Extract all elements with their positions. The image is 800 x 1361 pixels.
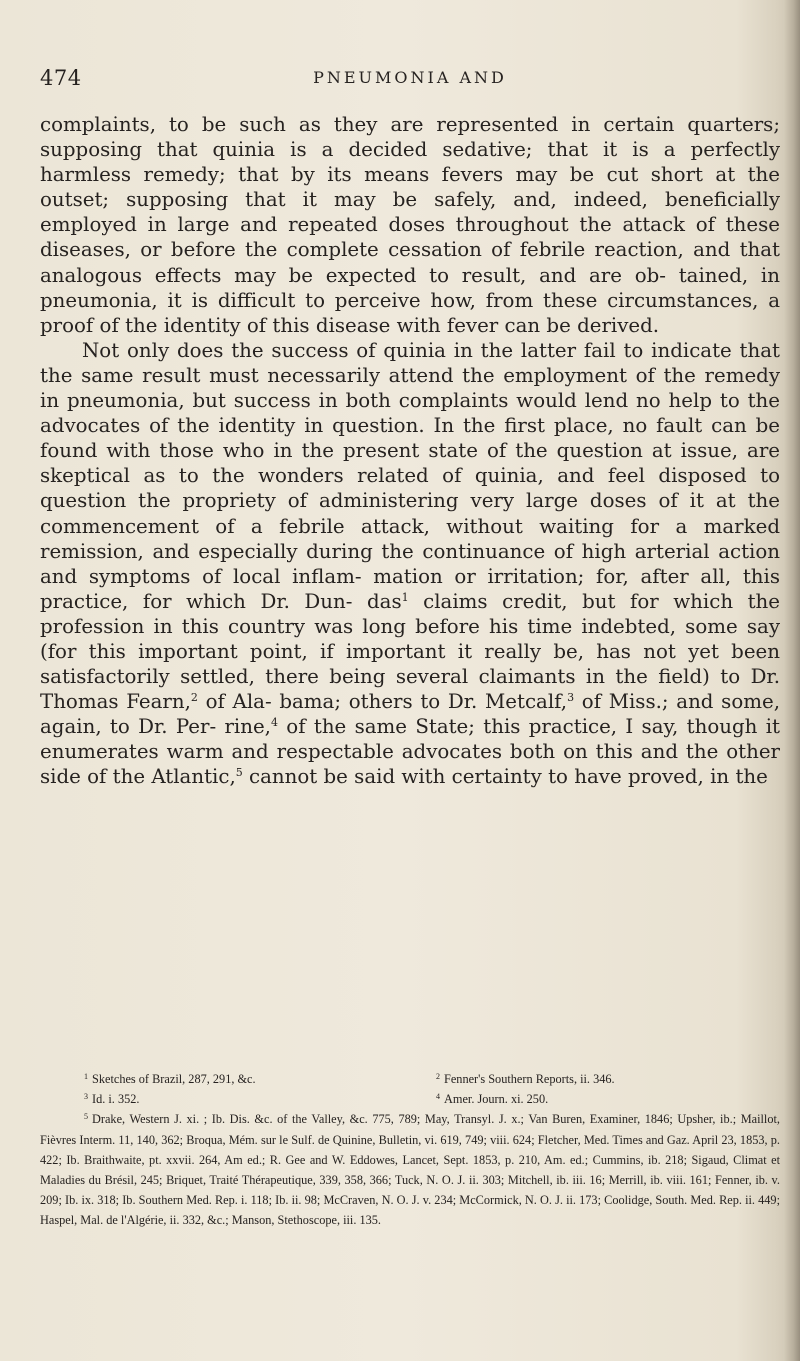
paragraph-1: complaints, to be such as they are represented in certain quarters; supposing that quinia is a decided sedative; that it is a perfectly harmless remedy; that by its means fevers may be cut short at the outset; supposing that it may be safely, and, indeed, beneficially employed in large and repeated doses throughout the attack of these diseases, or before the complete cessation of febrile reaction, and that analogous effects may be expected to result, and are ob- tained, in pneumonia, it is difficult to perceive how, from these circumstances, a proof of the identity of this disease with fever can be derived. [40, 113, 780, 337]
paragraph-2-text: cannot be said with certainty to have proved, in the [242, 765, 768, 789]
footnote-text: Sketches of Brazil, 287, 291, &c. [92, 1072, 256, 1086]
footnote-ref-5: 5 [235, 766, 243, 780]
paragraph-2-text: of Ala- bama; others to Dr. Metcalf, [197, 690, 568, 714]
footnote-1 [40, 1069, 410, 1089]
footnotes [40, 1069, 780, 1231]
footnote-row [40, 1089, 780, 1109]
footnote-text: Id. i. 352. [92, 1092, 140, 1107]
footnote-text: Drake, Western J. xi. ; Ib. Dis. &c. of the Valley, &c. 775, 789; May, Transyl. J. x.; Van Buren, Examiner, 1846; Upsher, ib.; Maillot, Fièvres Interm. 11, 140, 362; Broqua, Mém. sur le Sulf. de Quinine, Bulletin, vi. 619, 749; viii. 624; Fletcher, Med. Times and Gaz. April 23, 1853, p. 422; Ib. Braithwaite, pt. xxvii. 264, Am ed.; R. Gee and W. Eddowes, Lancet, Sept. 1853, p. 210, Am. ed.; Cummins, ib. 218; Sigaud, Climat et Maladies du Brésil, 245; Briquet, Traité Thérapeutique, 339, 358, 366; Tuck, N. O. J. ii. 303; Mitchell, ib. iii. 16; Merrill, ib. viii. 161; Fenner, ib. v. 209; Ib. ix. 318; Ib. Southern Med. Rep. i. 118; Ib. ii. 98; McCraven, N. O. J. v. 234; McCormick, N. O. J. ii. 173; Coolidge, South. Med. Rep. ii. 449; Haspel, Mal. de l'Algérie, ii. 332, &c.; Manson, Stethoscope, iii. 135. [40, 1112, 780, 1228]
footnote-ref-3: 3 [567, 691, 575, 705]
paragraph-2 [40, 338, 780, 790]
footnote-ref-4: 4 [270, 716, 278, 730]
footnote-number: 5 [84, 1112, 88, 1122]
paragraph-2-text: Not only does the success of quinia in the latter fail to indicate that the same result must necessarily attend the employment of the remedy in pneumonia, but success in both complaints would lend no help to the advocates of the identity in question. In the first place, no fault can be found with those who in the present state of the question at issue, are skeptical as to the wonders related of quinia, and feel disposed to question the propriety of administering very large doses of it at the commencement of a febrile attack, without waiting for a marked remission, and especially during the continuance of high arterial action and symptoms of local inflam- mation or irritation; for, after all, this practice, for which Dr. Dun- das [40, 338, 780, 613]
footnote-number: 3 [84, 1092, 88, 1102]
page-edge-shadow [784, 0, 800, 1361]
footnote-ref-1: 1 [401, 590, 409, 604]
footnote-2 [410, 1069, 780, 1089]
footnote-number: 2 [436, 1072, 440, 1081]
page-number: 474 [40, 66, 82, 90]
footnote-ref-2: 2 [190, 691, 198, 705]
body-text [40, 112, 780, 790]
paragraph-2-text: of the same State; this practice, I say, though it enumerates warm and respectable advocates both on this and the other side of the Atlantic, [40, 715, 780, 789]
running-title: PNEUMONIA AND [313, 68, 507, 87]
footnote-number: 1 [84, 1072, 88, 1081]
paragraph-2-text: claims credit, but for which the profession in this country was long before his time indebted, some say (for this important point, if important it really be, has not yet been satisfactorily settled, there being several claimants in the field) to Dr. Thomas Fearn, [40, 589, 780, 714]
paragraph-2-text: of Miss.; and some, again, to Dr. Per- rine, [40, 690, 780, 739]
footnote-3 [40, 1089, 410, 1109]
footnote-text: Amer. Journ. xi. 250. [444, 1092, 549, 1107]
footnote-text: Fenner's Southern Reports, ii. 346. [444, 1072, 615, 1086]
footnote-row [40, 1069, 780, 1089]
footnote-4 [410, 1089, 780, 1109]
page-header [40, 66, 780, 92]
footnote-5 [40, 1109, 780, 1230]
footnote-number: 4 [436, 1092, 440, 1102]
